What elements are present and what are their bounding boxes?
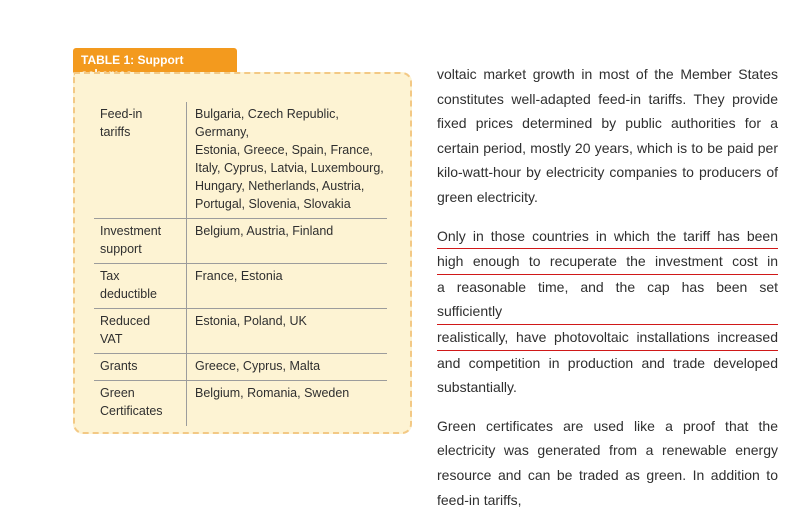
body-text-column xyxy=(437,62,778,512)
table-row xyxy=(94,264,387,309)
countries-line: Hungary, Netherlands, Austria, xyxy=(195,179,365,193)
paragraph-1: voltaic market growth in most of the Member States constitutes well-adapted feed-in tariffs. They provide fixed prices determined by public authorities for a certain period, mostly 20 years, which is to be paid per kilo-watt-hour by electricity companies to producers of green electricity. xyxy=(437,66,778,205)
countries-cell xyxy=(187,102,388,219)
support-schemes-table-box xyxy=(73,72,412,434)
countries-cell xyxy=(187,354,388,381)
countries-line: Estonia, Poland, UK xyxy=(195,314,307,328)
table-row xyxy=(94,381,387,427)
scheme-cell xyxy=(94,309,187,354)
countries-line: France, Estonia xyxy=(195,269,283,283)
underlined-line-4: realistically, have photovoltaic installations increased xyxy=(437,325,778,351)
countries-line: Portugal, Slovenia, Slovakia xyxy=(195,197,351,211)
scheme-name-line: tariffs xyxy=(100,125,131,139)
scheme-name-line: Green xyxy=(100,386,135,400)
scheme-name-line: deductible xyxy=(100,287,157,301)
scheme-cell xyxy=(94,264,187,309)
scheme-cell xyxy=(94,354,187,381)
paragraph-3: Green certificates are used like a proof that the electricity was generated from a renewable energy resource and can be traded as green. In addition to feed-in tariffs, xyxy=(437,417,778,508)
countries-line: Greece, Cyprus, Malta xyxy=(195,359,321,373)
countries-line: Belgium, Romania, Sweden xyxy=(195,386,350,400)
scheme-name-line: Feed-in xyxy=(100,107,143,121)
support-schemes-table xyxy=(94,102,387,426)
table-row xyxy=(94,102,387,219)
scheme-cell xyxy=(94,102,187,219)
countries-cell xyxy=(187,219,388,264)
scheme-name-line: Tax xyxy=(100,269,120,283)
scheme-name-line: Investment xyxy=(100,224,162,238)
scheme-cell xyxy=(94,381,187,427)
countries-cell xyxy=(187,264,388,309)
scheme-name-line: Grants xyxy=(100,359,138,373)
scheme-name-line: Reduced xyxy=(100,314,151,328)
countries-cell xyxy=(187,381,388,427)
underlined-line-3: a reasonable time, and the cap has been set sufficiently xyxy=(437,275,778,325)
paragraph-2-rest: and competition in production and trade developed substantially. xyxy=(437,354,778,396)
table-row xyxy=(94,309,387,354)
scheme-cell xyxy=(94,219,187,264)
countries-line: Belgium, Austria, Finland xyxy=(195,224,334,238)
scheme-name-line: VAT xyxy=(100,332,123,346)
scheme-name-line: support xyxy=(100,242,142,256)
countries-cell xyxy=(187,309,388,354)
countries-line: Estonia, Greece, Spain, France, xyxy=(195,143,373,157)
underlined-line-1: Only in those countries in which the tariff has been xyxy=(437,224,778,250)
countries-line: Bulgaria, Czech Republic, Germany, xyxy=(195,107,339,139)
paragraph-2 xyxy=(437,224,778,400)
table-title: TABLE 1: Support xyxy=(81,53,184,67)
table-title-tab xyxy=(73,48,237,72)
underlined-line-2: high enough to recuperate the investment cost in xyxy=(437,249,778,275)
scheme-name-line: Certificates xyxy=(100,404,163,418)
table-row xyxy=(94,219,387,264)
countries-line: Italy, Cyprus, Latvia, Luxembourg, xyxy=(195,161,384,175)
table-row xyxy=(94,354,387,381)
